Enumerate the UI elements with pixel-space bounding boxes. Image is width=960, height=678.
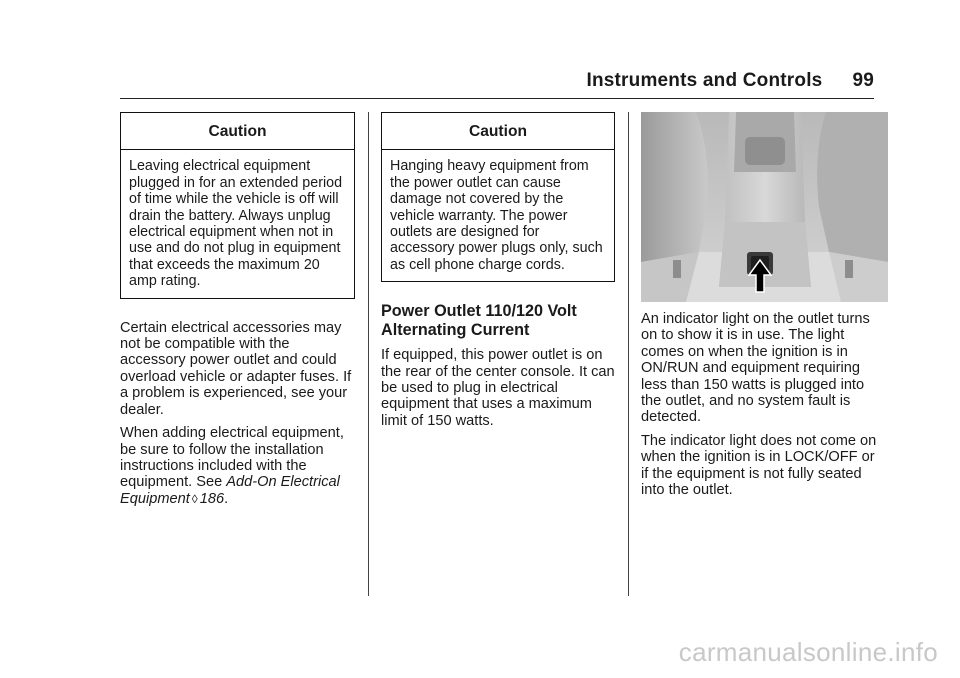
caution-box-middle — [381, 112, 615, 282]
paragraph-compatibility: Certain electrical accessories may not be compatible with the accessory power outlet and could overload vehicle or adapter fuses. If a problem is experienced, see your dealer. — [120, 319, 352, 418]
caution-box-left — [120, 112, 355, 299]
right-column — [641, 112, 877, 505]
caution-text: Leaving electrical equipment plugged in for an extended period of time while the vehicle is off will drain the battery. Always unplug electrical equipment when not in use and do not plug in equipment that exceeds the maximum 20 amp rating. — [129, 158, 343, 290]
paragraph-power-outlet: If equipped, this power outlet is on the rear of the center console. It can be used to plug in electrical equipment that uses a maximum limit of 150 watts. — [381, 347, 615, 429]
page-ref-icon: ◊ — [191, 491, 198, 506]
caution-text: Hanging heavy equipment from the power outlet can cause damage not covered by the vehicle warranty. The power outlets are designed for accessory power plugs only, such as cell phone charge cords. — [390, 158, 603, 273]
page-header — [586, 70, 874, 92]
caution-title: Caution — [382, 113, 614, 150]
section-title: Instruments and Controls — [586, 70, 823, 91]
section-heading-power-outlet: Power Outlet 110/120 Volt Alternating Current — [381, 302, 577, 340]
page-ref-number[interactable]: 186 — [199, 490, 225, 507]
caution-title: Caution — [121, 113, 354, 150]
watermark: carmanualsonline.info — [678, 637, 938, 667]
left-column — [120, 112, 355, 514]
paragraph-indicator-on: An indicator light on the outlet turns on to show it is in use. The light comes on when the ignition is in ON/RUN and equipment requiring less than 150 watts is plugged into the outlet, and no system fault is detected. — [641, 311, 870, 426]
middle-column — [381, 112, 615, 436]
paragraph-indicator-off: The indicator light does not come on when the ignition is in LOCK/OFF or if the equipment is not fully seated into the outlet. — [641, 432, 877, 499]
power-outlet-photo — [641, 112, 888, 302]
header-rule — [120, 98, 874, 99]
add-on-electrical-link[interactable]: Add-On Electrical Equipment — [120, 474, 340, 507]
page-number: 99 — [852, 70, 874, 91]
paragraph-installation: When adding electrical equipment, be sure to follow the installation instructions included with the equipment. See Add-On Electrical Equipment ◊ 186. — [120, 425, 344, 507]
column-divider-1 — [368, 112, 369, 596]
column-divider-2 — [628, 112, 629, 596]
